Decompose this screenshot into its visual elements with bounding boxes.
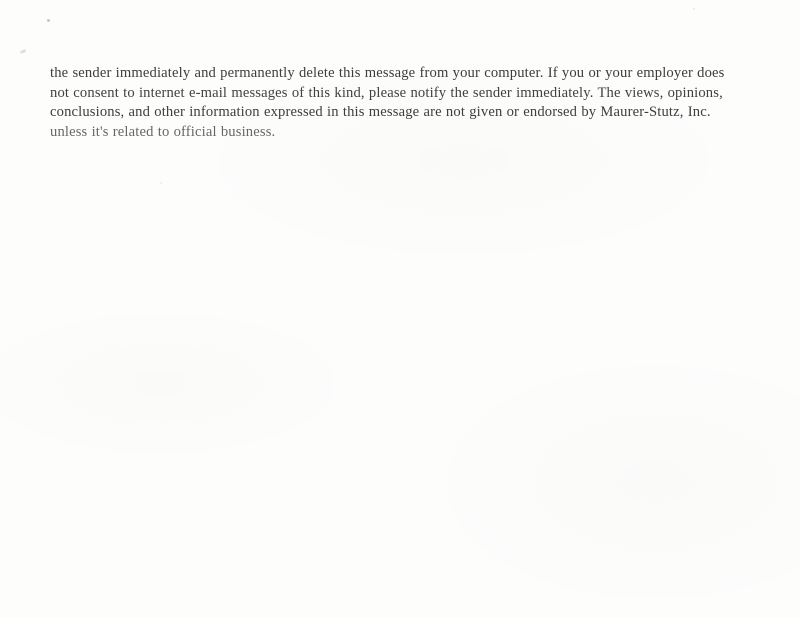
paragraph-line: unless it's related to official business. <box>50 123 276 140</box>
scan-speck-icon <box>160 182 162 184</box>
paragraph-line: the sender immediately and permanently delete this message from your computer. If you or your employer does <box>50 65 725 81</box>
paragraph-line: not consent to internet e-mail messages of this kind, please notify the sender immediately. The views, opinions, <box>50 84 723 101</box>
scan-speck-icon <box>693 8 695 10</box>
scan-speck-icon <box>47 19 50 22</box>
disclaimer-paragraph <box>50 64 754 142</box>
scan-speck-icon <box>20 49 27 54</box>
paragraph-body <box>50 64 754 142</box>
paragraph-line: conclusions, and other information expressed in this message are not given or endorsed by Maurer-Stutz, Inc. <box>50 104 711 121</box>
